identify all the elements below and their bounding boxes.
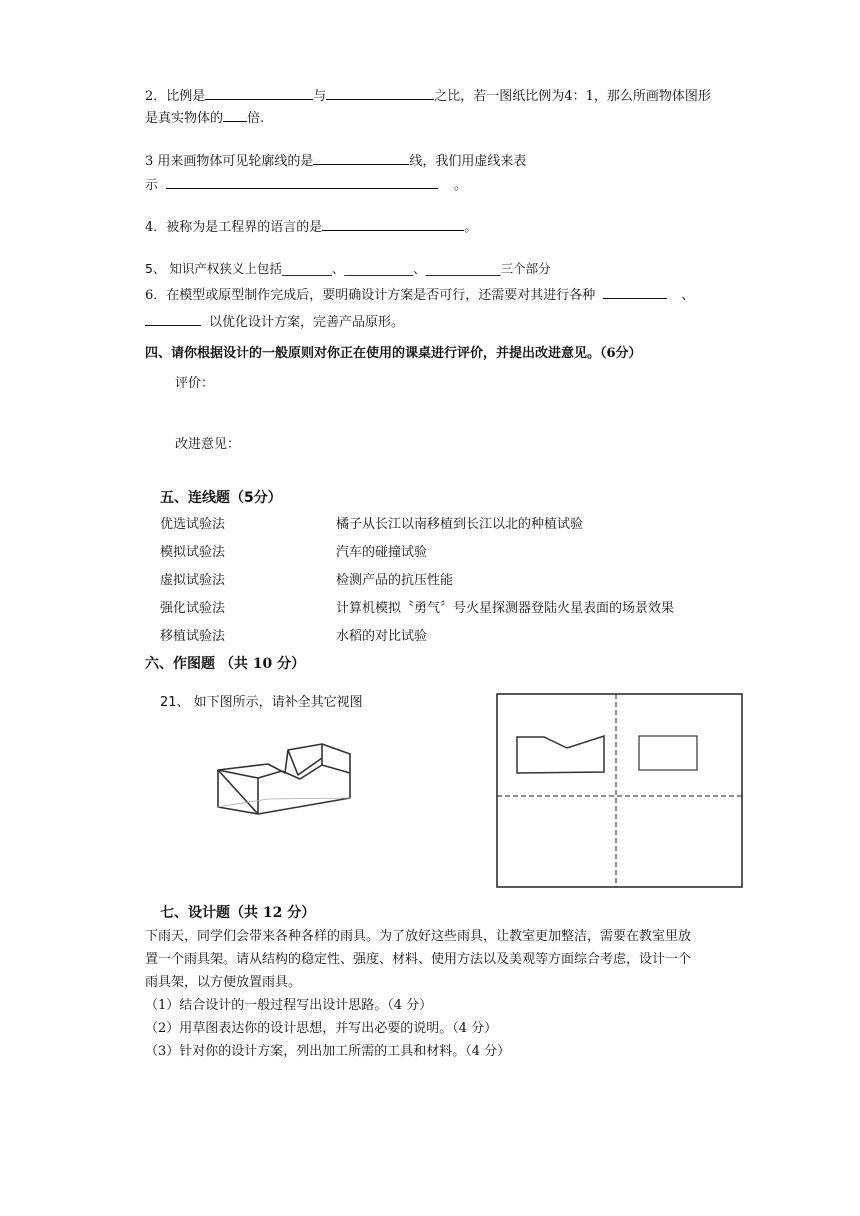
example-item[interactable]: 计算机模拟〝勇气〞号火星探测器登陆火星表面的场景效果	[336, 601, 675, 616]
question-5: 5、 知识产权狭义上包括________、___________、____________三个部分	[145, 261, 551, 276]
section-5-title: 五、连线题（5分）	[160, 490, 282, 506]
method-item[interactable]: 模拟试验法	[160, 545, 226, 560]
improvement-label: 改进意见：	[175, 437, 241, 452]
example-item[interactable]: 水稻的对比试验	[336, 629, 428, 644]
section-6-title: 六、作图题 （共 10 分）	[145, 656, 306, 672]
side-view-shape	[639, 736, 697, 770]
method-item[interactable]: 强化试验法	[160, 601, 226, 616]
blank[interactable]	[223, 107, 247, 122]
blank[interactable]	[205, 85, 313, 100]
question-2-line-2: 是真实物体的 倍.	[145, 107, 264, 128]
method-item[interactable]: 虚拟试验法	[160, 573, 226, 588]
example-item[interactable]: 汽车的碰撞试验	[336, 545, 428, 560]
blank[interactable]	[313, 150, 409, 165]
example-item[interactable]: 橘子从长江以南移植到长江以北的种植试验	[336, 517, 584, 532]
question-3-line-1: 3 用来画物体可见轮廓线的是 线，我们用虚线来表	[145, 150, 526, 171]
blank[interactable]	[326, 85, 434, 100]
design-task: （2）用草图表达你的设计思想，并写出必要的说明。（4 分）	[145, 1021, 498, 1036]
isometric-object-drawing	[210, 735, 360, 827]
question-6-line-1: 6．在模型或原型制作完成后，要明确设计方案是否可行，还需要对其进行各种 、	[145, 284, 694, 305]
front-view-shape	[517, 736, 604, 773]
example-item[interactable]: 检测产品的抗压性能	[336, 573, 454, 588]
design-task: （1）结合设计的一般过程写出设计思路。（4 分）	[145, 998, 433, 1013]
blank[interactable]	[603, 284, 667, 299]
method-item[interactable]: 移植试验法	[160, 629, 226, 644]
blank[interactable]	[166, 174, 438, 189]
question-4: 4．被称为是工程界的语言的是 。	[145, 216, 477, 237]
design-paragraph-3: 雨具架，以方便放置雨具。	[145, 975, 302, 990]
method-item[interactable]: 优选试验法	[160, 517, 226, 532]
design-paragraph-1: 下雨天，同学们会带来各种各样的雨具。为了放好这些雨具，让教室更加整洁，需要在教室里放	[145, 929, 692, 944]
three-view-frame[interactable]	[495, 692, 745, 890]
blank[interactable]	[322, 216, 464, 231]
question-3-line-2: 示 。	[145, 174, 467, 195]
design-paragraph-2: 置一个雨具架。请从结构的稳定性、强度、材料、使用方法以及美观等方面综合考虑，设计一个	[145, 952, 692, 967]
question-6-line-2: 以优化设计方案，完善产品原形。	[145, 311, 404, 332]
question-2-line-1: 2．比例是 与 之比，若一图纸比例为4：1，那么所画物体图形	[145, 85, 711, 106]
design-task: （3）针对你的设计方案，列出加工所需的工具和材料。（4 分）	[145, 1044, 511, 1059]
section-4-title: 四、请你根据设计的一般原则对你正在使用的课桌进行评价，并提出改进意见。（6分）	[145, 346, 642, 361]
evaluation-label: 评价：	[175, 376, 215, 391]
question-21: 21、 如下图所示，请补全其它视图	[160, 695, 363, 710]
section-7-title: 七、设计题（共 12 分）	[160, 905, 316, 921]
blank[interactable]	[145, 311, 201, 326]
